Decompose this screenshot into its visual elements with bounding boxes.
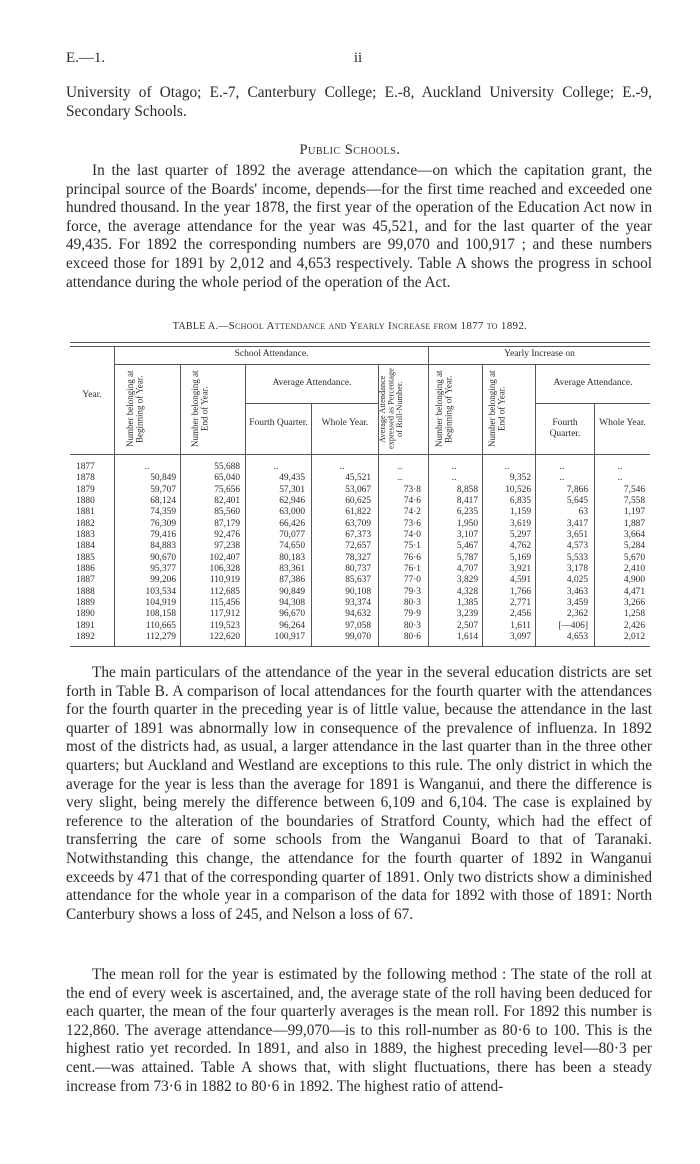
table-cell: [—406] xyxy=(558,620,588,631)
v-rule xyxy=(311,403,312,646)
table-cell: 60,625 xyxy=(345,496,371,507)
table-cell: 1885 xyxy=(76,552,95,563)
table-cell: 1,197 xyxy=(623,507,645,518)
table-cell: 5,645 xyxy=(566,496,588,507)
table-cell: 4,707 xyxy=(456,564,478,575)
table-cell: 78,327 xyxy=(345,552,371,563)
table-cell: 1,614 xyxy=(456,632,478,643)
table-cell: 74·0 xyxy=(403,530,421,541)
table-cell: 99,206 xyxy=(150,575,176,586)
table-cell: 4,471 xyxy=(623,586,645,597)
table-cell: 85,560 xyxy=(214,507,240,518)
table-cell: 1,887 xyxy=(623,518,645,529)
col-header-fourth: Fourth Quarter. xyxy=(249,418,308,428)
table-cell: .. xyxy=(617,473,623,484)
table-cell: 5,169 xyxy=(509,552,531,563)
table-cell: 4,900 xyxy=(623,575,645,586)
table-cell: 79·9 xyxy=(403,609,421,620)
table-cell: 80·3 xyxy=(403,598,421,609)
table-cell: 1892 xyxy=(76,632,95,643)
col-header-beginning: Number belonging at Beginning of Year. xyxy=(125,370,145,448)
table-cell: 3,664 xyxy=(623,530,645,541)
table-cell: 84,883 xyxy=(150,541,176,552)
column-inc-end xyxy=(483,462,531,644)
table-cell: 73·8 xyxy=(403,484,421,495)
table-cell: .. xyxy=(273,462,279,472)
page-number: ii xyxy=(353,50,363,66)
table-cell: 73·6 xyxy=(403,518,421,529)
table-cell: 1882 xyxy=(76,518,95,529)
table-cell: 76·1 xyxy=(403,564,421,575)
table-cell: 100,917 xyxy=(274,632,305,643)
table-cell: 99,070 xyxy=(345,632,371,643)
table-cell: 50,849 xyxy=(150,473,176,484)
table-cell: 4,328 xyxy=(456,586,478,597)
table-cell: 3,239 xyxy=(456,609,478,620)
v-rule xyxy=(245,364,246,646)
page-header xyxy=(66,50,650,70)
table-cell: 3,921 xyxy=(509,564,531,575)
header-rule-2b xyxy=(536,403,650,404)
table-cell: .. xyxy=(397,473,403,484)
table-cell: 1,611 xyxy=(510,620,531,631)
table-cell: 87,386 xyxy=(279,575,305,586)
v-rule xyxy=(114,346,115,646)
table-cell: 2,456 xyxy=(509,609,531,620)
table-cell: 115,456 xyxy=(209,598,240,609)
table-cell: 90,670 xyxy=(150,552,176,563)
col-header-percentage: Average Attendance expressed as Percentage of Roll-Number. xyxy=(378,368,405,450)
table-cell: 97,058 xyxy=(345,620,371,631)
table-cell: 3,266 xyxy=(623,598,645,609)
table-cell: 92,476 xyxy=(214,530,240,541)
table-cell: 1,159 xyxy=(509,507,531,518)
table-cell: 1881 xyxy=(76,507,95,518)
table-caption-text: School Attendance and Yearly Increase from 1877 to 1892. xyxy=(228,320,528,332)
table-cell: .. xyxy=(617,462,623,472)
table-cell: 1888 xyxy=(76,586,95,597)
table-cell: .. xyxy=(559,462,565,472)
table-cell: 5,284 xyxy=(623,541,645,552)
table-cell: 87,179 xyxy=(214,518,240,529)
paragraph-3: The mean roll for the year is estimated by the following method : The state of the roll at the end of every week is ascertained, and, the average state of the roll having been deduced for each quarter, the mean of the four quarterly averages is the mean roll. For 1892 this number is 122,860. The average attendance—99,070—is to this roll-number as 80·6 to 100. This is the highest ratio yet recorded. In 1891, and also in 1889, the highest preceding level—80·3 per cent.—was attained. Table A shows that, with slight fluctuations, there has been a steady increase from 73·6 in 1882 to 80·6 in 1892. The highest ratio of attend- xyxy=(66,966,652,1095)
table-cell: 4,591 xyxy=(509,575,531,586)
column-fourth xyxy=(247,462,305,644)
intro-paragraph: University of Otago; E.-7, Canterbury College; E.-8, Auckland University College; E.-9, Secondary Schools. xyxy=(66,84,652,120)
table-cell: 3,178 xyxy=(566,564,588,575)
table-cell: 45,521 xyxy=(345,473,371,484)
col-header-inc-whole: Whole Year. xyxy=(599,418,646,428)
table-cell: 112,279 xyxy=(145,632,176,643)
table-cell: 1878 xyxy=(76,473,95,484)
table-cell: 8,858 xyxy=(456,484,478,495)
table-cell: 76,309 xyxy=(150,518,176,529)
table-cell: .. xyxy=(339,462,345,472)
column-inc-beginning xyxy=(430,462,478,644)
table-cell: 7,558 xyxy=(623,496,645,507)
col-header-inc-beginning: Number belonging at Beginning of Year. xyxy=(434,370,454,448)
table-cell: 9,352 xyxy=(509,473,531,484)
table-cell: 110,665 xyxy=(145,620,176,631)
table-cell: 1891 xyxy=(76,620,95,631)
table-cell: 85,637 xyxy=(345,575,371,586)
table-a xyxy=(70,342,650,643)
table-cell: 4,762 xyxy=(509,541,531,552)
table-cell: 62,946 xyxy=(279,496,305,507)
table-caption-prefix: TABLE A.— xyxy=(172,321,229,332)
table-cell: 82,401 xyxy=(214,496,240,507)
table-cell: 1,766 xyxy=(509,586,531,597)
table-cell: .. xyxy=(144,462,150,472)
table-cell: 1889 xyxy=(76,598,95,609)
table-cell: 74·6 xyxy=(403,496,421,507)
table-cell: 2,426 xyxy=(623,620,645,631)
table-cell: .. xyxy=(397,462,403,472)
table-cell: 2,362 xyxy=(566,609,588,620)
table-cell: 80,737 xyxy=(345,564,371,575)
table-cell: 74,359 xyxy=(150,507,176,518)
table-cell: 63 xyxy=(578,507,588,518)
table-cell: 1884 xyxy=(76,541,95,552)
table-cell: 3,097 xyxy=(509,632,531,643)
col-header-school-attendance: School Attendance. xyxy=(234,349,309,359)
table-cell: 4,025 xyxy=(566,575,588,586)
table-cell: 65,040 xyxy=(214,473,240,484)
col-header-average: Average Attendance. xyxy=(272,378,352,388)
table-cell: 75·1 xyxy=(403,541,421,552)
table-cell: 2,771 xyxy=(509,598,531,609)
column-inc-whole xyxy=(595,462,645,644)
table-cell: 103,534 xyxy=(145,586,176,597)
table-cell: 93,374 xyxy=(345,598,371,609)
table-cell: 3,417 xyxy=(566,518,588,529)
table-cell: 94,632 xyxy=(345,609,371,620)
table-cell: 1887 xyxy=(76,575,95,586)
table-cell: 63,000 xyxy=(279,507,305,518)
document-code: E.—1. xyxy=(66,50,106,66)
table-cell: 83,361 xyxy=(279,564,305,575)
table-cell: 1,258 xyxy=(623,609,645,620)
column-whole xyxy=(313,462,371,644)
table-cell: 57,301 xyxy=(279,484,305,495)
table-cell: 74·2 xyxy=(403,507,421,518)
table-cell: 3,829 xyxy=(456,575,478,586)
table-caption xyxy=(0,320,700,332)
table-cell: 8,417 xyxy=(456,496,478,507)
table-cell: 68,124 xyxy=(150,496,176,507)
table-cell: 2,012 xyxy=(623,632,645,643)
header-bottom-rule xyxy=(70,454,650,455)
table-cell: 102,407 xyxy=(209,552,240,563)
table-cell: 3,107 xyxy=(456,530,478,541)
col-header-inc-fourth: Fourth Quarter. xyxy=(549,418,581,439)
column-beginning xyxy=(118,462,176,644)
table-cell: 55,688 xyxy=(214,462,240,472)
section-heading: Public Schools. xyxy=(299,142,401,158)
col-header-inc-average: Average Attendance. xyxy=(553,378,633,388)
table-cell: 3,463 xyxy=(566,586,588,597)
table-cell: 7,546 xyxy=(623,484,645,495)
col-header-year: Year. xyxy=(82,390,102,400)
table-cell: 5,533 xyxy=(566,552,588,563)
table-cell: 66,426 xyxy=(279,518,305,529)
table-cell: 6,835 xyxy=(509,496,531,507)
table-cell: 3,651 xyxy=(566,530,588,541)
column-year xyxy=(76,462,112,644)
table-cell: 106,328 xyxy=(209,564,240,575)
table-cell: 1886 xyxy=(76,564,95,575)
table-cell: 5,467 xyxy=(456,541,478,552)
table-cell: 74,650 xyxy=(279,541,305,552)
table-bottom-rule xyxy=(70,646,650,647)
table-cell: 5,787 xyxy=(456,552,478,563)
table-cell: 117,912 xyxy=(209,609,240,620)
table-cell: 90,849 xyxy=(279,586,305,597)
col-header-yearly-increase: Yearly Increase on xyxy=(504,349,575,359)
table-cell: 2,507 xyxy=(456,620,478,631)
table-cell: 49,435 xyxy=(279,473,305,484)
table-cell: 59,707 xyxy=(150,484,176,495)
table-cell: 1879 xyxy=(76,484,95,495)
table-cell: 96,264 xyxy=(279,620,305,631)
table-cell: 90,108 xyxy=(345,586,371,597)
table-cell: 94,308 xyxy=(279,598,305,609)
table-cell: 2,410 xyxy=(623,564,645,575)
column-inc-fourth xyxy=(536,462,588,644)
column-percentage xyxy=(379,462,421,644)
table-cell: 110,919 xyxy=(209,575,240,586)
table-cell: 67,373 xyxy=(345,530,371,541)
table-cell: 1,950 xyxy=(456,518,478,529)
col-header-inc-end: Number belonging at End of Year. xyxy=(487,370,507,448)
table-cell: 4,573 xyxy=(566,541,588,552)
header-rule-1 xyxy=(115,364,650,365)
table-cell: 6,235 xyxy=(456,507,478,518)
table-cell: 1880 xyxy=(76,496,95,507)
table-cell: 108,158 xyxy=(145,609,176,620)
column-end xyxy=(182,462,240,644)
table-cell: 119,523 xyxy=(209,620,240,631)
paragraph-1: In the last quarter of 1892 the average attendance—on which the capitation grant, the principal source of the Boards' income, depends—for the first time reached and exceeded one hundred thousand. In the year 1878, the first year of the operation of the Education Act now in force, the average attendance for the year was 45,521, and for the last quarter of the year 49,435. For 1892 the corresponding numbers are 99,070 and 100,917 ; and these numbers exceed those for 1891 by 2,012 and 4,653 respectively. Table A shows the progress in school attendance during the whole period of the operation of the Act. xyxy=(66,162,652,291)
table-cell: 80·3 xyxy=(403,620,421,631)
table-cell: 104,919 xyxy=(145,598,176,609)
table-cell: 122,620 xyxy=(209,632,240,643)
paragraph-2: The main particulars of the attendance of the year in the several education districts are set forth in Table B. A comparison of local attendances for the fourth quarter with the attendances for the fourth quarter in the preceding year is of little value, because the attendance in the last quarter of 1891 was abnormally low in consequence of the prevalence of influenza. In 1892 most of the districts had, as usual, a larger attendance in the last quarter than in the three other quarters; but Auckland and Westland are exceptions to this rule. The only district in which the average for the year is less than the average for 1891 is Wanganui, and there the difference is very slight, being merely the difference between 6,109 and 6,104. The case is explained by reference to the alteration of the boundaries of Stratford County, which had the effect of transferring the care of some schools from the Wanganui Board to that of Taranaki. Notwithstanding this change, the attendance for the fourth quarter of 1892 in Wanganui exceeds by 471 that of the corresponding quarter of 1891. Only two districts show a diminished attendance for the whole year in a comparison of the data for 1892 with those of 1891: North Canterbury shows a loss of 245, and Nelson a loss of 67. xyxy=(66,664,652,923)
table-cell: 53,067 xyxy=(345,484,371,495)
table-cell: 5,670 xyxy=(623,552,645,563)
table-cell: 79,416 xyxy=(150,530,176,541)
table-cell: 76·6 xyxy=(403,552,421,563)
table-cell: .. xyxy=(504,462,510,472)
table-cell: 3,459 xyxy=(566,598,588,609)
table-cell: 77·0 xyxy=(403,575,421,586)
table-top-rule xyxy=(70,342,650,347)
col-header-whole: Whole Year. xyxy=(321,418,369,428)
table-cell: 79·3 xyxy=(403,586,421,597)
table-cell: 72,657 xyxy=(345,541,371,552)
table-cell: 61,822 xyxy=(345,507,371,518)
table-cell: 96,670 xyxy=(279,609,305,620)
v-rule xyxy=(180,364,181,646)
header-rule-2a xyxy=(246,403,378,404)
table-cell: 5,297 xyxy=(509,530,531,541)
table-cell: 1877 xyxy=(76,462,95,472)
table-cell: .. xyxy=(451,473,457,484)
table-cell: 95,377 xyxy=(150,564,176,575)
table-cell: .. xyxy=(559,473,565,484)
table-cell: 4,653 xyxy=(566,632,588,643)
table-cell: .. xyxy=(451,462,457,472)
table-cell: 10,526 xyxy=(505,484,531,495)
table-cell: 3,619 xyxy=(509,518,531,529)
table-cell: 7,866 xyxy=(566,484,588,495)
table-cell: 75,656 xyxy=(214,484,240,495)
table-cell: 97,238 xyxy=(214,541,240,552)
table-cell: 63,709 xyxy=(345,518,371,529)
table-cell: 1883 xyxy=(76,530,95,541)
table-cell: 80,183 xyxy=(279,552,305,563)
table-cell: 1,385 xyxy=(456,598,478,609)
v-rule xyxy=(428,346,429,646)
table-cell: 112,685 xyxy=(209,586,240,597)
table-cell: 80·6 xyxy=(403,632,421,643)
table-cell: 70,077 xyxy=(279,530,305,541)
col-header-end: Number belonging at End of Year. xyxy=(190,370,210,448)
table-cell: 1890 xyxy=(76,609,95,620)
